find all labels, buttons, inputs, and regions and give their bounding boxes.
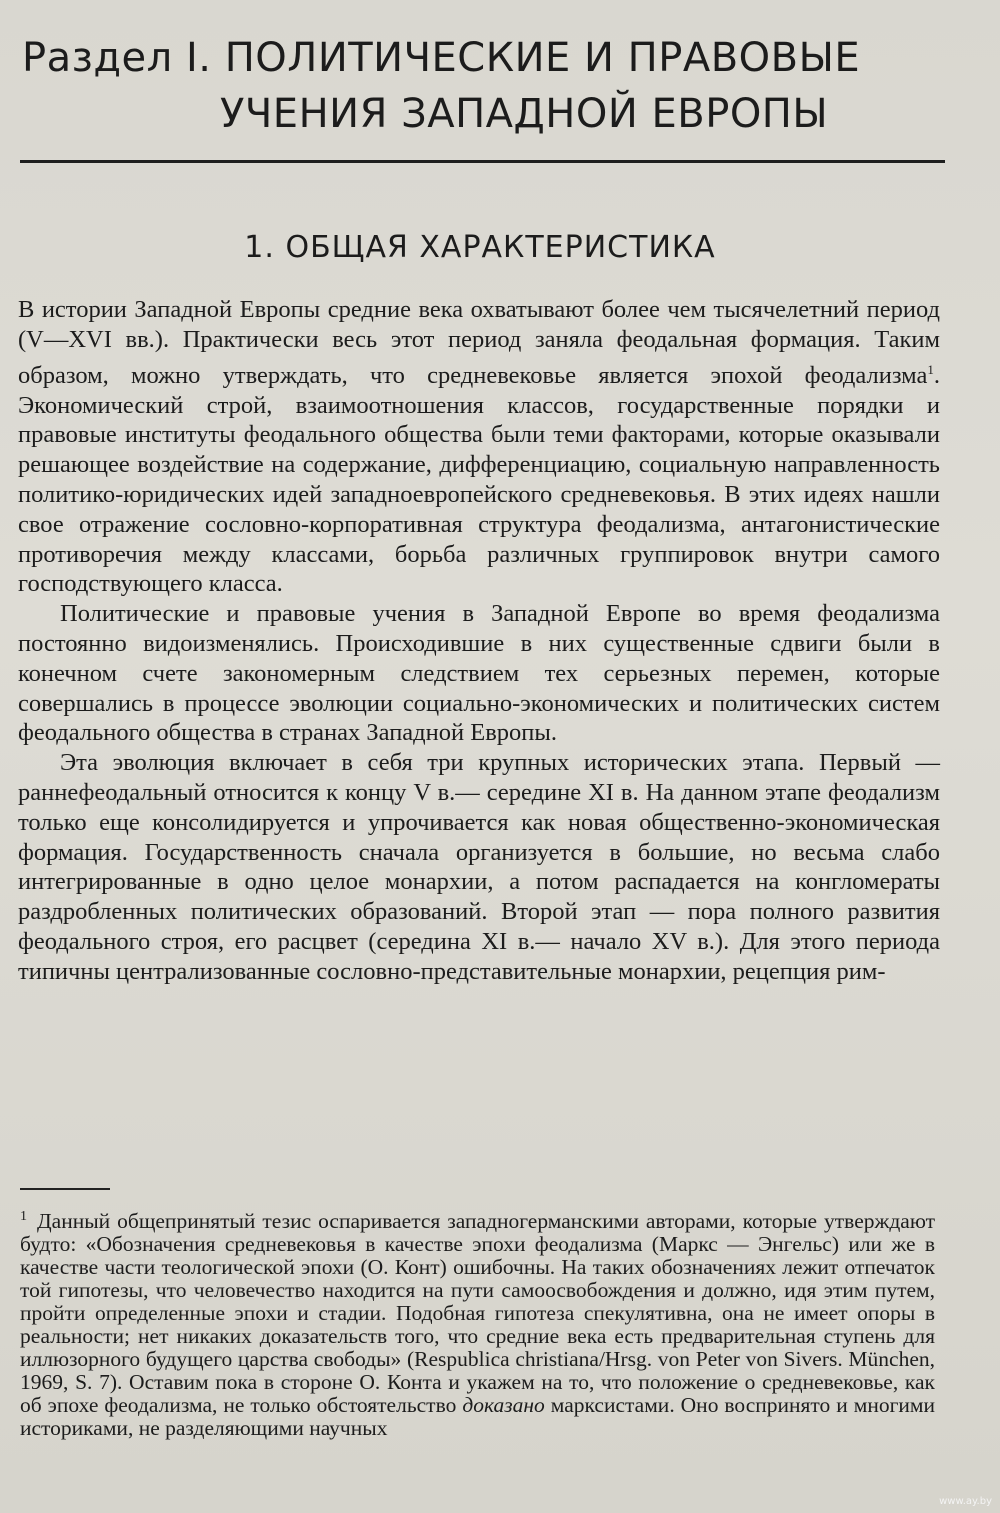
part-title-line2: УЧЕНИЯ ЗАПАДНОЙ ЕВРОПЫ <box>220 91 829 137</box>
body-text <box>18 295 940 986</box>
watermark: www.ay.by <box>939 1496 992 1507</box>
footnote-emphasis: доказано <box>462 1393 545 1418</box>
paragraph-1-text-a: В истории Западной Европы средние века охватывают более чем тысячелетний период (V—XVI вв.). Практически весь этот период заняла феодальная формация. Таким образом, можно утверждать, что средневековье является эпохой феодализма <box>18 296 940 389</box>
heading-rule <box>20 160 945 163</box>
part-heading <box>22 30 952 142</box>
footnote-number: 1 <box>20 1209 27 1224</box>
part-label: Раздел I. <box>22 35 212 81</box>
footnote <box>20 1205 935 1440</box>
paragraph-3: Эта эволюция включает в себя три крупных исторических этапа. Первый — раннефеодальный относится к концу V в.— середине XI в. На данном этапе феодализм только еще консолидируется и упрочивается как новая общественно-экономическая формация. Государственность сначала организуется в большие, но весьма слабо интегрированные в одно целое монархии, а потом распадается на конгломераты раздробленных политических образований. Второй этап — пора полного развития феодального строя, его расцвет (середина XI в.— начало XV в.). Для этого периода типичны централизованные сословно-представительные монархии, рецепция рим- <box>18 749 940 985</box>
footnote-separator <box>20 1188 110 1190</box>
paragraph-1 <box>18 295 940 599</box>
footnote-text-a: Данный общепринятый тезис оспаривается западногерманскими авторами, которые утверждают будто: «Обозначения средневековья в качестве эпохи феодализма (Маркс — Энгельс) или же в качестве части теологической эпохи (О. Конт) ошибочны. На таких обозначениях лежит отпечаток той гипотезы, что человечество находится на пути самоосвобождения и должно, идя этим путем, пройти определенные эпохи и стадии. Подобная гипотеза спекулятивна, она не имеет опоры в реальности; нет никаких доказательств того, что средние века есть предварительная ступень для иллюзорного будущего царства свободы» (Respublica christiana/Hrsg. von Peter von Sivers. München, 1969, S. 7). Оставим пока в стороне О. Конта и укажем на то, что положение о средневековье, как об эпохе феодализма, не только обстоятельство <box>20 1209 935 1418</box>
paragraph-1-text-b: . Экономический строй, взаимоотношения классов, государственные порядки и правовые институты феодального общества были теми факторами, которые оказывали решающее воздействие на содержание, дифференциацию, социальную направленность политико-юридических идей западноевропейского средневековья. В этих идеях нашли свое отражение сословно-корпоративная структура феодализма, антагонистические противоречия между классами, борьба различных группировок внутри самого господствующего класса. <box>18 361 940 598</box>
paragraph-2: Политические и правовые учения в Западной Европе во время феодализма постоянно видоизменялись. Происходившие в них существенные сдвиги были в конечном счете закономерным следствием тех серьезных перемен, которые совершались в процессе эволюции социально-экономических и политических систем феодального общества в странах Западной Европы. <box>18 600 940 747</box>
part-title-line1: ПОЛИТИЧЕСКИЕ И ПРАВОВЫЕ <box>224 35 861 81</box>
footnote-text-b: марксистами. Оно воспринято и многими историками, не разделяющими научных <box>20 1393 936 1441</box>
chapter-title: 1. ОБЩАЯ ХАРАКТЕРИСТИКА <box>244 230 716 265</box>
footnote-reference: 1 <box>927 361 934 377</box>
